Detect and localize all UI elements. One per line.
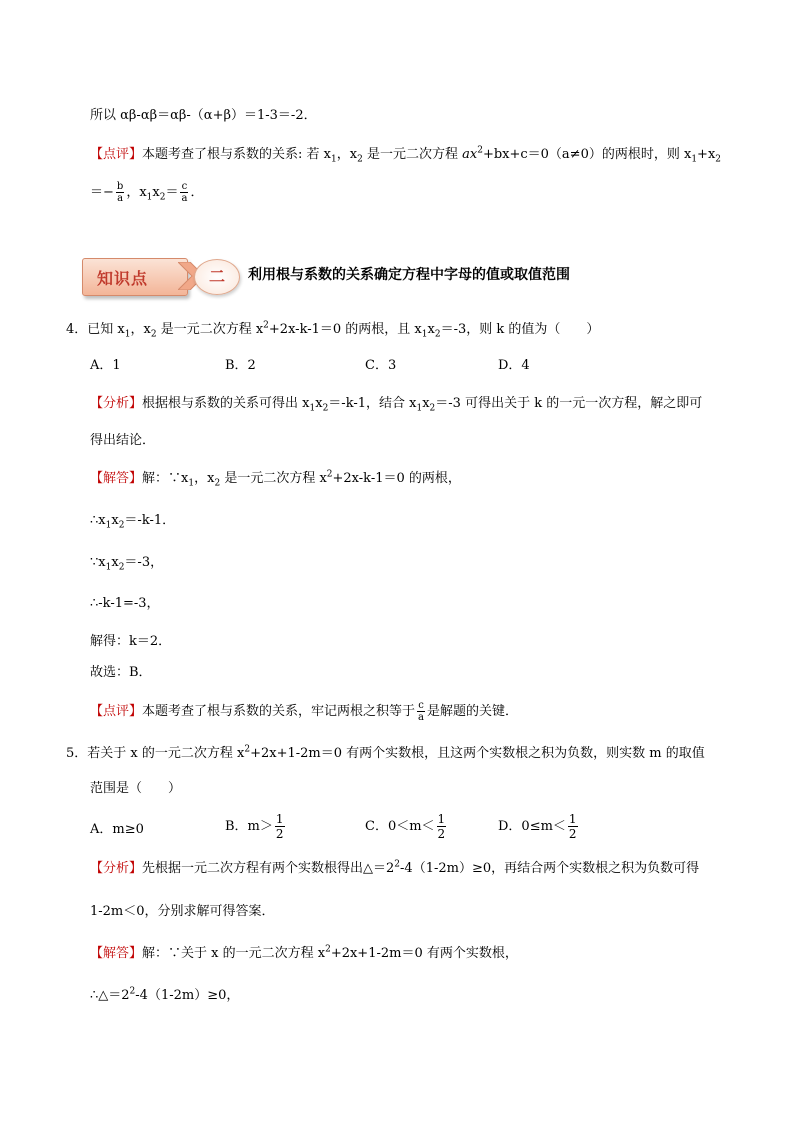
answer-tag: 【解答】 bbox=[90, 946, 143, 961]
q4-option-d: D．4 bbox=[498, 358, 530, 373]
line-conclusion: 所以 αβ-αβ＝αβ-（α+β）＝1-3＝-2． bbox=[90, 108, 317, 123]
section-title: 利用根与系数的关系确定方程中字母的值或取值范围 bbox=[248, 267, 570, 283]
q4-analysis-1: 【分析】根据根与系数的关系可得出 $x_1x_2=-k-1$，结合 $x_1x_2=-3$ 可得出关于 k 的一元一次方程，解之即可 bbox=[90, 396, 703, 414]
q4-step-5: 故选：B． bbox=[90, 665, 152, 680]
fraction-b-over-a: $\frac{b}{a}$ bbox=[116, 181, 124, 204]
q4-answer-1: 【解答】解：$\because x_1$，$x_2$ 是一元二次方程 $x^2+2x-k-1=0$ 的两根， bbox=[90, 469, 461, 489]
q4-option-b: B．2 bbox=[225, 358, 256, 373]
q5-option-b: B．m＞ $\frac{1}{2}$ bbox=[225, 812, 284, 841]
q4-analysis-2: 得出结论． bbox=[90, 433, 156, 448]
analysis-tag: 【分析】 bbox=[90, 861, 143, 876]
comment-mid: 是一元二次方程 bbox=[366, 147, 458, 162]
q4-comment: 【点评】本题考查了根与系数的关系，牢记两根之积等于 $\frac{c}{a}$ 是解题的关键． bbox=[90, 700, 519, 723]
badge-label: 知识点 bbox=[97, 269, 149, 288]
comment-text: 本题考查了根与系数的关系: 若 x bbox=[142, 147, 331, 162]
q4-step-1: $\therefore x_1x_2=-k-1$． bbox=[90, 513, 176, 531]
analysis-tag: 【分析】 bbox=[90, 396, 143, 411]
q5-stem-2: 范围是（ ） bbox=[90, 781, 182, 796]
q5-analysis-2: 1-2m＜0，分别求解可得答案． bbox=[90, 904, 275, 919]
q5-answer-1: 【解答】解：∵关于 x 的一元二次方程 $x^2+2x+1-2m=0$ 有两个实数根， bbox=[90, 944, 518, 961]
q4-stem: 4．已知 $x_1$，$x_2$ 是一元二次方程 $x^2+2x-k-1=0$ 的两根，且 $x_1x_2=-3$，则 k 的值为（ ） bbox=[66, 320, 600, 340]
fraction-c-over-a: $\frac{c}{a}$ bbox=[181, 181, 188, 204]
fraction-c-over-a: $\frac{c}{a}$ bbox=[418, 700, 424, 723]
q5-analysis-1: 【分析】先根据一元二次方程有两个实数根得出$\triangle=2^2-4(1-2m)\ge 0$，再结合两个实数根之积为负数可得 bbox=[90, 859, 700, 876]
q4-step-2: $\because x_1x_2=-3$， bbox=[90, 555, 164, 573]
q5-stem-1: 5．若关于 x 的一元二次方程 $x^2+2x+1-2m=0$ 有两个实数根，且这两个实数根之积为负数，则实数 m 的取值 bbox=[66, 744, 705, 761]
q4-option-c: C．3 bbox=[365, 358, 397, 373]
q5-option-d: D．0≤m＜ $\frac{1}{2}$ bbox=[498, 812, 577, 841]
q5-answer-2: $\therefore\triangle=2^2-4(1-2m)\ge 0$， bbox=[90, 986, 240, 1003]
q5-option-a: A．m≥0 bbox=[90, 822, 144, 837]
q4-option-a: A．1 bbox=[90, 358, 121, 373]
comment-tag: 【点评】 bbox=[90, 704, 143, 719]
section-number: 二 bbox=[194, 259, 240, 295]
q4-step-4: 解得：k＝2． bbox=[90, 634, 172, 649]
comment-tag: 【点评】 bbox=[90, 147, 143, 162]
answer-tag: 【解答】 bbox=[90, 471, 143, 486]
q5-option-c: C．0＜m＜ $\frac{1}{2}$ bbox=[365, 812, 446, 841]
comment-line-2: ＝− $\frac{b}{a}$ ，$x_1x_2=$ $\frac{c}{a}$ ． bbox=[90, 181, 204, 204]
q4-step-3: ∴-k-1=-3， bbox=[90, 596, 160, 611]
knowledge-badge bbox=[82, 258, 188, 296]
comment-line-1: 【点评】本题考查了根与系数的关系: 若 $x_1$，$x_2$ 是一元二次方程 $ax^2+bx+c=0(a\ne 0)$的两根时，则 $x_1+x_2$ bbox=[90, 145, 722, 165]
